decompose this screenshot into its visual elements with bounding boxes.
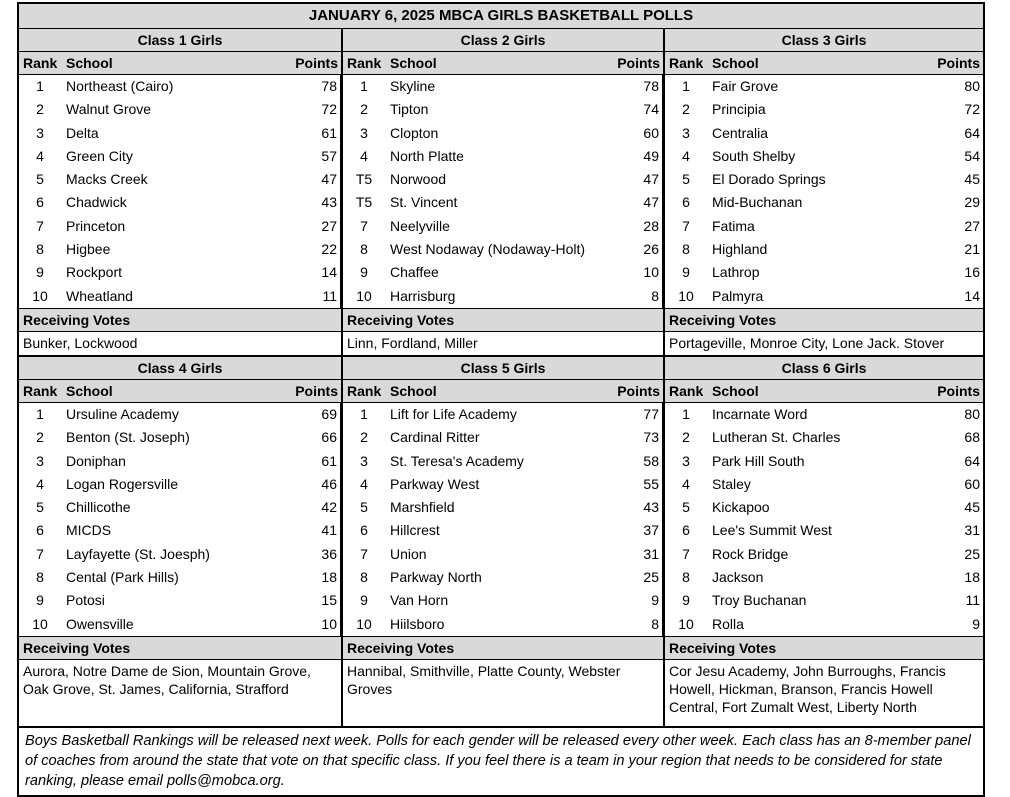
table-row [665,98,983,121]
points-cell: 9 [607,589,663,612]
points-cell: 31 [964,522,980,539]
table-row [665,403,983,426]
rank-header: Rank [23,382,58,399]
school-cell: Ursuline Academy [66,405,179,422]
points-header: Points [617,382,660,399]
rank-cell: 1 [682,405,690,422]
points-cell: 47 [607,191,663,214]
school-cell: South Shelby [712,147,796,164]
school-header: School [712,55,759,71]
class-title: Class 5 Girls [343,357,663,380]
table-header [19,380,341,403]
table-row [343,403,663,426]
school-cell: Jackson [712,569,764,586]
table-row [19,122,341,145]
school-cell: Park Hill South [712,452,805,469]
points-cell: 58 [607,450,663,473]
table-row [343,519,663,542]
points-cell: 21 [964,241,980,258]
rank-cell: 9 [360,592,368,609]
rank-cell: 8 [360,241,368,258]
rank-cell: 4 [36,475,44,492]
points-cell: 64 [964,124,980,141]
classes-row-2 [19,355,983,726]
receiving-votes-text: Hannibal, Smithville, Platte County, Webster Groves [347,662,621,697]
rank-cell: 5 [360,499,368,516]
rank-cell: 4 [360,147,368,164]
school-cell: Chillicothe [66,499,131,516]
rank-cell: 4 [360,475,368,492]
rank-cell: 7 [360,217,368,234]
receiving-votes-header: Receiving Votes [19,308,341,332]
points-cell: 25 [964,545,980,562]
rank-cell: 7 [682,545,690,562]
table-row [665,589,983,612]
rank-header: Rank [23,55,58,71]
school-cell: Fair Grove [712,78,779,94]
points-header: Points [937,55,980,71]
table-row [19,145,341,168]
rank-cell: 8 [36,241,44,258]
school-cell: Chaffee [390,264,439,281]
rank-cell: 5 [36,499,44,516]
table-header [343,380,663,403]
points-cell: 61 [285,122,341,145]
table-row [19,238,341,261]
school-cell: Rockport [66,264,123,281]
table-row [343,613,663,636]
school-cell: Chadwick [66,194,127,211]
rank-cell: 3 [682,124,690,141]
rank-cell: 4 [682,147,690,164]
school-cell: Rock Bridge [712,545,789,562]
class-title: Class 1 Girls [19,29,341,52]
points-cell: 11 [285,285,341,308]
table-row [343,261,663,284]
points-cell: 69 [285,403,341,426]
table-row [665,75,983,98]
points-cell: 27 [285,215,341,238]
rank-cell: 9 [36,592,44,609]
table-row [665,426,983,449]
table-row [343,426,663,449]
table-row [665,543,983,566]
school-cell: MICDS [66,522,112,539]
school-cell: Troy Buchanan [712,592,807,609]
school-cell: Layfayette (St. Joesph) [66,545,210,562]
table-row [19,75,341,98]
rank-cell: 8 [360,569,368,586]
receiving-votes-text: Cor Jesu Academy, John Burroughs, Francis Howell, Hickman, Branson, Francis Howell Central, Fort Zumalt West, Liberty North [669,662,946,715]
rank-cell: 1 [360,405,368,422]
school-cell: Parkway North [390,569,482,586]
school-cell: Highland [712,241,768,258]
school-cell: Tipton [390,101,429,118]
points-cell: 8 [607,613,663,636]
points-cell: 73 [607,426,663,449]
table-row [343,566,663,589]
table-row [665,450,983,473]
points-cell: 55 [607,473,663,496]
receiving-votes-header: Receiving Votes [665,636,983,660]
rank-cell: 7 [36,217,44,234]
school-cell: Owensville [66,615,134,632]
table-row [19,589,341,612]
rank-cell: 1 [360,78,368,94]
school-cell: Hiilsboro [390,615,445,632]
table-row [19,285,341,308]
table-row [343,285,663,308]
rank-cell: 6 [682,522,690,539]
school-cell: Rolla [712,615,744,632]
table-row [665,238,983,261]
class-title: Class 4 Girls [19,357,341,380]
points-cell: 10 [285,613,341,636]
table-row [343,473,663,496]
rank-header: Rank [669,55,704,71]
rank-cell: 2 [682,101,690,118]
points-cell: 46 [285,473,341,496]
rank-cell: 3 [360,124,368,141]
receiving-votes-header: Receiving Votes [343,308,663,332]
school-cell: Skyline [390,78,436,94]
class-panel [341,357,663,726]
school-cell: Van Horn [390,592,449,609]
school-cell: St. Teresa's Academy [390,452,524,469]
points-cell: 26 [607,238,663,261]
school-cell: Logan Rogersville [66,475,179,492]
rank-cell: 10 [32,287,48,304]
points-header: Points [617,55,660,71]
table-row [665,566,983,589]
receiving-votes-text: Linn, Fordland, Miller [347,334,478,351]
table-row [343,191,663,214]
points-cell: 47 [285,168,341,191]
receiving-votes-header: Receiving Votes [665,308,983,332]
class-panel [19,357,341,726]
points-cell: 25 [607,566,663,589]
points-cell: 31 [607,543,663,566]
school-cell: Hillcrest [390,522,440,539]
points-cell: 49 [607,145,663,168]
rank-cell: 8 [682,569,690,586]
table-header [665,380,983,403]
table-row [19,473,341,496]
table-row [665,285,983,308]
points-cell: 11 [965,592,980,609]
school-cell: Harrisburg [390,287,456,304]
table-row [343,589,663,612]
points-cell: 18 [285,566,341,589]
rank-cell: 9 [682,592,690,609]
table-row [343,168,663,191]
school-header: School [66,55,113,71]
school-header: School [390,55,437,71]
school-cell: Cental (Park Hills) [66,569,179,586]
points-cell: 64 [964,452,980,469]
table-row [665,496,983,519]
table-header [343,52,663,75]
points-cell: 78 [607,75,663,98]
points-cell: 61 [285,450,341,473]
rank-cell: 4 [682,475,690,492]
classes-row-1 [19,29,983,355]
table-row [19,261,341,284]
points-cell: 22 [285,238,341,261]
table-row [343,98,663,121]
school-header: School [712,382,759,399]
school-cell: Kickapoo [712,499,770,516]
school-cell: Benton (St. Joseph) [66,429,190,446]
rank-cell: 1 [36,405,44,422]
rank-header: Rank [347,55,382,71]
rank-cell: 6 [682,194,690,211]
table-row [665,168,983,191]
rank-cell: 6 [360,522,368,539]
table-row [19,613,341,636]
points-cell: 45 [964,499,980,516]
points-cell: 14 [285,261,341,284]
points-cell: 60 [607,122,663,145]
class-title: Class 3 Girls [665,29,983,52]
rank-cell: 7 [360,545,368,562]
school-cell: Lee's Summit West [712,522,832,539]
school-cell: Staley [712,475,751,492]
school-cell: Union [390,545,427,562]
school-cell: Lathrop [712,264,760,281]
rank-cell: 8 [36,569,44,586]
receiving-votes-text: Portageville, Monroe City, Lone Jack. Stover [669,334,945,351]
table-row [19,426,341,449]
table-row [19,543,341,566]
school-cell: Marshfield [390,499,455,516]
points-cell: 9 [972,615,980,632]
rank-cell: 10 [32,615,48,632]
points-cell: 72 [285,98,341,121]
rank-cell: 2 [360,101,368,118]
school-cell: Doniphan [66,452,126,469]
table-row [343,496,663,519]
points-cell: 80 [964,78,980,94]
points-header: Points [295,382,338,399]
table-row [343,543,663,566]
table-header [19,52,341,75]
table-row [665,122,983,145]
points-cell: 29 [964,194,980,211]
school-cell: Macks Creek [66,171,148,188]
rank-cell: 2 [682,429,690,446]
school-cell: Delta [66,124,99,141]
receiving-votes-header: Receiving Votes [343,636,663,660]
rank-cell: 2 [360,429,368,446]
table-row [19,519,341,542]
points-cell: 43 [607,496,663,519]
rank-cell: 2 [36,429,44,446]
school-cell: Lift for Life Academy [390,405,517,422]
table-row [343,238,663,261]
footer-note: Boys Basketball Rankings will be released next week. Polls for each gender will be released every other week. Each class has an 8-member panel of coaches from around the state that vote on that specific class. If you feel there is a team in your region that needs to be considered for state ranking, please email polls@mobca.org. [19,726,983,795]
rank-cell: 6 [36,522,44,539]
table-row [19,403,341,426]
table-row [665,145,983,168]
page-title: JANUARY 6, 2025 MBCA GIRLS BASKETBALL POLLS [19,4,983,29]
rank-cell: 7 [36,545,44,562]
rank-cell: 3 [360,452,368,469]
points-cell: 54 [964,147,980,164]
school-cell: Mid-Buchanan [712,194,803,211]
rank-cell: 5 [36,171,44,188]
school-cell: Northeast (Cairo) [66,78,174,94]
school-cell: Palmyra [712,287,764,304]
school-cell: Neelyville [390,217,450,234]
table-row [19,98,341,121]
table-header [665,52,983,75]
points-cell: 15 [285,589,341,612]
table-row [665,613,983,636]
rank-cell: 2 [36,101,44,118]
table-row [343,145,663,168]
points-header: Points [295,55,338,71]
points-cell: 77 [607,403,663,426]
class-title: Class 6 Girls [665,357,983,380]
table-row [19,566,341,589]
school-cell: Green City [66,147,133,164]
school-cell: Centralia [712,124,769,141]
points-cell: 36 [285,543,341,566]
rank-cell: 9 [682,264,690,281]
school-cell: Higbee [66,241,111,258]
table-row [665,215,983,238]
points-cell: 16 [964,264,980,281]
points-cell: 41 [285,519,341,542]
points-cell: 74 [607,98,663,121]
rank-cell: 7 [682,217,690,234]
school-cell: Potosi [66,592,105,609]
table-row [19,450,341,473]
points-header: Points [937,382,980,399]
rank-cell: 9 [36,264,44,281]
points-cell: 66 [285,426,341,449]
school-cell: Norwood [390,171,447,188]
school-cell: St. Vincent [390,194,458,211]
school-cell: Walnut Grove [66,101,152,118]
rank-cell: 5 [682,171,690,188]
rank-header: Rank [669,382,704,399]
school-cell: El Dorado Springs [712,171,826,188]
rank-cell: 1 [36,78,44,94]
school-cell: North Platte [390,147,464,164]
rank-header: Rank [347,382,382,399]
table-row [19,496,341,519]
rank-cell: 5 [682,499,690,516]
school-cell: Clopton [390,124,439,141]
rank-cell: 3 [36,452,44,469]
table-row [665,519,983,542]
points-cell: 78 [285,75,341,98]
rank-cell: T5 [355,171,373,188]
school-cell: Principia [712,101,766,118]
school-cell: Fatima [712,217,755,234]
rank-cell: 3 [36,124,44,141]
table-row [665,261,983,284]
school-cell: Wheatland [66,287,133,304]
points-cell: 57 [285,145,341,168]
points-cell: 10 [607,261,663,284]
school-cell: Parkway West [390,475,480,492]
points-cell: 8 [607,285,663,308]
class-title: Class 2 Girls [343,29,663,52]
rank-cell: 10 [356,615,372,632]
rank-cell: T5 [355,194,373,211]
rank-cell: 10 [678,615,694,632]
points-cell: 72 [964,101,980,118]
school-cell: Princeton [66,217,126,234]
school-cell: Lutheran St. Charles [712,429,841,446]
points-cell: 80 [964,405,980,422]
polls-sheet [17,2,985,797]
table-row [665,191,983,214]
rank-cell: 4 [36,147,44,164]
school-header: School [390,382,437,399]
points-cell: 60 [964,475,980,492]
points-cell: 18 [964,569,980,586]
rank-cell: 10 [678,287,694,304]
class-panel [19,29,341,355]
school-cell: Cardinal Ritter [390,429,480,446]
class-panel [341,29,663,355]
rank-cell: 6 [36,194,44,211]
rank-cell: 3 [682,452,690,469]
table-row [343,215,663,238]
receiving-votes-text: Bunker, Lockwood [23,334,138,351]
points-cell: 28 [607,215,663,238]
table-row [343,122,663,145]
rank-cell: 8 [682,241,690,258]
table-row [665,473,983,496]
rank-cell: 10 [356,287,372,304]
rank-cell: 1 [682,78,690,94]
points-cell: 14 [964,287,980,304]
table-row [19,191,341,214]
receiving-votes-text: Aurora, Notre Dame de Sion, Mountain Grove, Oak Grove, St. James, California, Strafford [23,662,311,697]
points-cell: 42 [285,496,341,519]
school-cell: West Nodaway (Nodaway-Holt) [390,241,586,258]
points-cell: 68 [964,429,980,446]
table-row [343,75,663,98]
school-cell: Incarnate Word [712,405,808,422]
points-cell: 43 [285,191,341,214]
rank-cell: 9 [360,264,368,281]
points-cell: 47 [607,168,663,191]
table-row [19,168,341,191]
points-cell: 27 [964,217,980,234]
points-cell: 37 [607,519,663,542]
table-row [19,215,341,238]
receiving-votes-header: Receiving Votes [19,636,341,660]
school-header: School [66,382,113,399]
class-panel [663,357,983,726]
points-cell: 45 [964,171,980,188]
class-panel [663,29,983,355]
table-row [343,450,663,473]
